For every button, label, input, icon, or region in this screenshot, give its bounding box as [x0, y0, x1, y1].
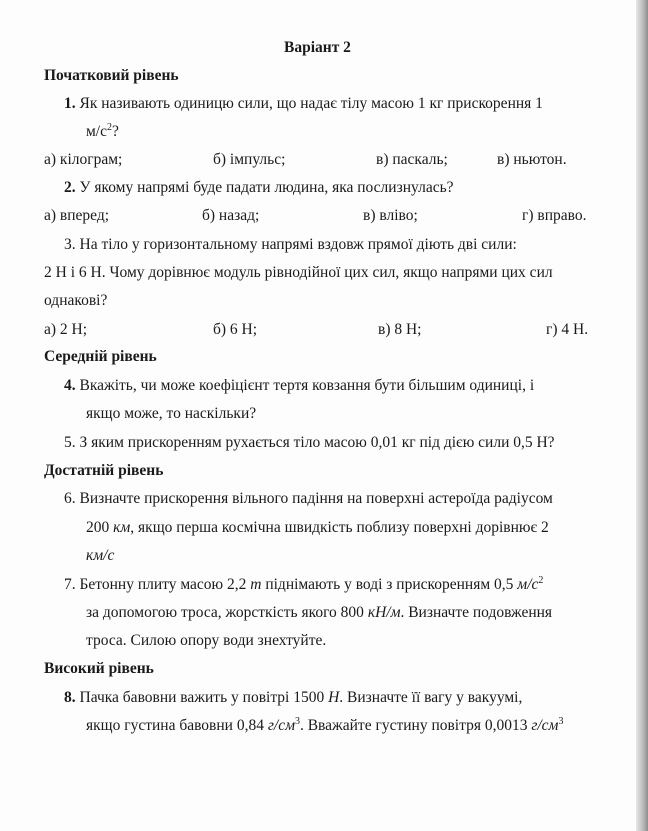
level-heading-initial: Початковий рівень: [44, 67, 179, 84]
question-7-text-3: . Визначте подовження: [400, 604, 553, 621]
question-4-number: 4.: [64, 377, 76, 394]
question-6-number: 6.: [64, 490, 76, 507]
question-7-unit-accel: м/с: [517, 576, 539, 593]
question-8-line-1: [64, 688, 522, 708]
question-8-text-2: якщо густина бавовни 0,84: [86, 717, 268, 734]
question-3-option-c: в) 8 Н;: [378, 321, 422, 338]
question-6-line-1: [64, 489, 553, 509]
question-7-line-1: [64, 575, 543, 595]
question-2-option-a: а) вперед;: [44, 207, 110, 224]
question-2-text: У якому напрямі буде падати людина, яка послизнулась?: [79, 179, 454, 196]
question-7-text-2: за допомогою троса, жорсткість якого 800: [86, 604, 368, 621]
question-1-line-2: [86, 122, 119, 142]
question-7-line-3: троса. Силою опору води знехтуйте.: [86, 632, 327, 649]
question-3-line-1: [64, 235, 517, 255]
question-6-text-cont: , якщо перша космічна швидкість поблизу поверхні дорівнює 2: [130, 519, 549, 536]
question-6-line-3: [86, 546, 114, 566]
question-8-text-3: . Вважайте густину повітря 0,0013: [299, 717, 532, 734]
question-6-value: 200: [86, 519, 114, 536]
question-4-line-1: [64, 376, 534, 396]
question-3-option-b: б) 6 Н;: [213, 321, 258, 338]
question-3-option-a: а) 2 Н;: [44, 321, 88, 338]
question-1-unit-exponent: 2: [107, 121, 112, 133]
question-6-text: Визначте прискорення вільного падіння на поверхні астероїда радіусом: [79, 490, 553, 507]
question-8-unit-density-2: г/см: [531, 717, 559, 734]
question-7-text: Бетонну плиту масою 2,2: [79, 576, 251, 593]
question-1-number: 1.: [64, 95, 76, 112]
question-1-option-a: а) кілограм;: [44, 151, 123, 168]
question-8-line-2: [86, 716, 563, 736]
question-1-text: Як називають одиницю сили, що надає тілу масою 1 кг прискорення 1: [79, 95, 543, 112]
question-1-option-d: в) ньютон.: [497, 151, 567, 168]
question-7-text-cont: піднімають у воді з прискоренням 0,5: [261, 576, 518, 593]
question-3-option-d: г) 4 Н.: [546, 321, 589, 338]
question-7-number: 7.: [64, 576, 76, 593]
question-2-number: 2.: [64, 179, 76, 196]
question-8-unit-exponent-2: 3: [558, 715, 564, 727]
level-heading-high: Високий рівень: [44, 660, 154, 677]
question-8-number: 8.: [64, 689, 76, 706]
question-6-unit-km: км: [113, 519, 131, 536]
question-3-line-2: 2 Н і 6 Н. Чому дорівнює модуль рівнодійної цих сил, якщо напрями цих сил: [44, 264, 553, 281]
question-7-unit-t: т: [250, 576, 262, 593]
question-6-unit-kms: км/с: [86, 547, 115, 564]
question-1-unit: м/с: [86, 123, 107, 140]
question-1-question-mark: ?: [112, 123, 119, 140]
question-2-line-1: [64, 178, 454, 198]
question-3-text: На тіло у горизонтальному напрямі вздовж прямої діють дві сили:: [79, 236, 517, 253]
level-heading-sufficient: Достатній рівень: [44, 462, 164, 479]
question-4-text: Вкажіть, чи може коефіцієнт тертя ковзання бути більшим одиниці, і: [79, 377, 535, 394]
question-8-text-cont: . Визначте її вагу у вакуумі,: [339, 689, 523, 706]
level-heading-middle: Середній рівень: [44, 348, 157, 365]
question-8-unit-density-1: г/см: [267, 717, 295, 734]
question-7-unit-exponent: 2: [538, 574, 544, 586]
question-2-option-d: г) вправо.: [522, 207, 587, 224]
question-1-option-b: б) імпульс;: [213, 151, 286, 168]
question-8-unit-n: Н: [328, 689, 340, 706]
question-6-line-2: [86, 518, 549, 538]
question-8-text: Пачка бавовни важить у повітрі 1500: [79, 689, 329, 706]
question-1-option-c: в) паскаль;: [376, 151, 448, 168]
question-2-option-b: б) назад;: [202, 207, 260, 224]
variant-title: Варіант 2: [284, 39, 351, 56]
question-4-line-2: якщо може, то наскільки?: [86, 405, 257, 422]
question-8-unit-exponent-1: 3: [294, 715, 300, 727]
question-7-unit-stiffness: кН/м: [367, 604, 401, 621]
question-1-line-1: [64, 94, 543, 114]
question-3-number: 3.: [64, 236, 76, 253]
question-5-text: З яким прискоренням рухається тіло масою 0,01 кг під дією сили 0,5 Н?: [79, 434, 555, 451]
question-5-number: 5.: [64, 434, 76, 451]
page-edge-shadow: [636, 0, 648, 831]
question-7-line-2: [86, 603, 552, 623]
question-2-option-c: в) вліво;: [363, 207, 418, 224]
question-3-line-3: однакові?: [44, 292, 108, 309]
question-5-line-1: [64, 433, 555, 453]
